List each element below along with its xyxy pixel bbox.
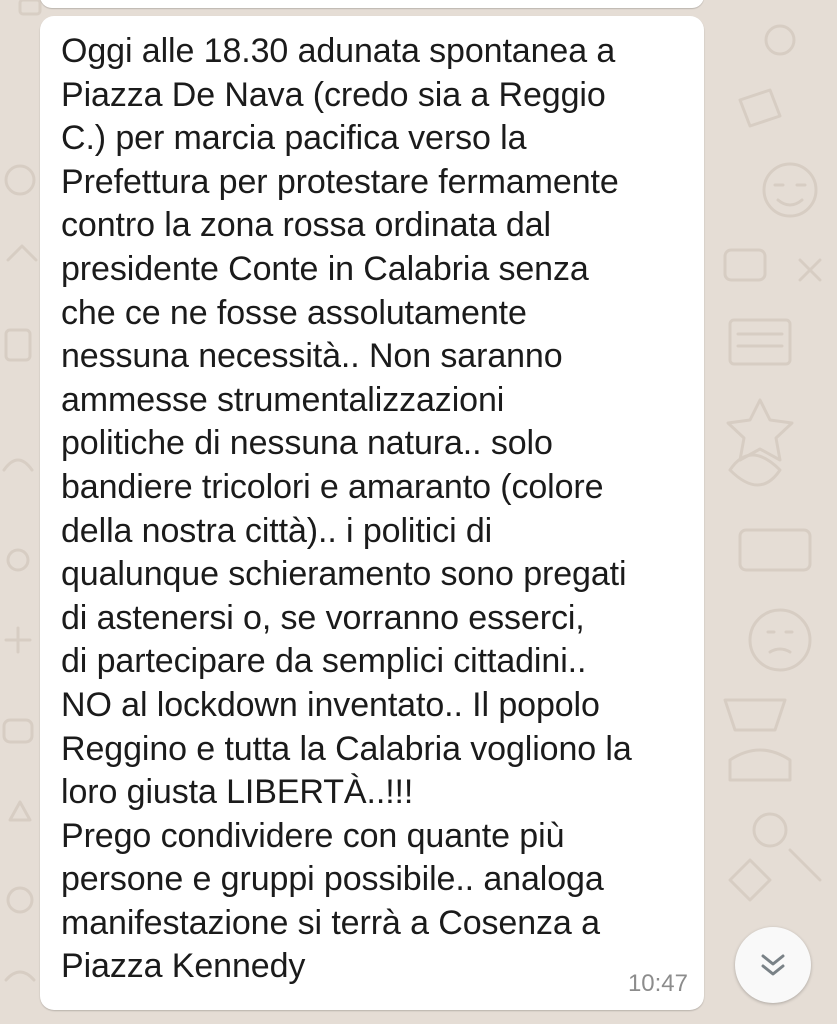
message-bubble[interactable] [40, 16, 704, 1010]
message-timestamp: 10:47 [627, 970, 688, 997]
message-text: Oggi alle 18.30 adunata spontanea a Piazza De Nava (credo sia a Reggio C.) per marcia pacifica verso la Prefettura per protestare fermamente contro la zona rossa ordinata dal presidente Conte in Calabria senza che ce ne fosse assolutamente nessuna necessità.. Non saranno ammesse strumentalizzazioni politiche di nessuna natura.. solo bandiere tricolori e amaranto (colore della nostra città).. i politici di qualunque schieramento sono pregati di astenersi o, se vorranno esserci, di partecipare da semplici cittadini.. NO al lockdown inventato.. Il popolo Reggino e tutta la Calabria vogliono la loro giusta LIBERTÀ..!!! Prego condividere con quante più persone e gruppi possibile.. analoga manifestazione si terrà a Cosenza a Piazza Kennedy [61, 32, 632, 986]
double-chevron-down-icon [758, 950, 788, 980]
previous-message-bubble [40, 0, 704, 8]
scroll-to-bottom-button[interactable] [735, 927, 811, 1003]
